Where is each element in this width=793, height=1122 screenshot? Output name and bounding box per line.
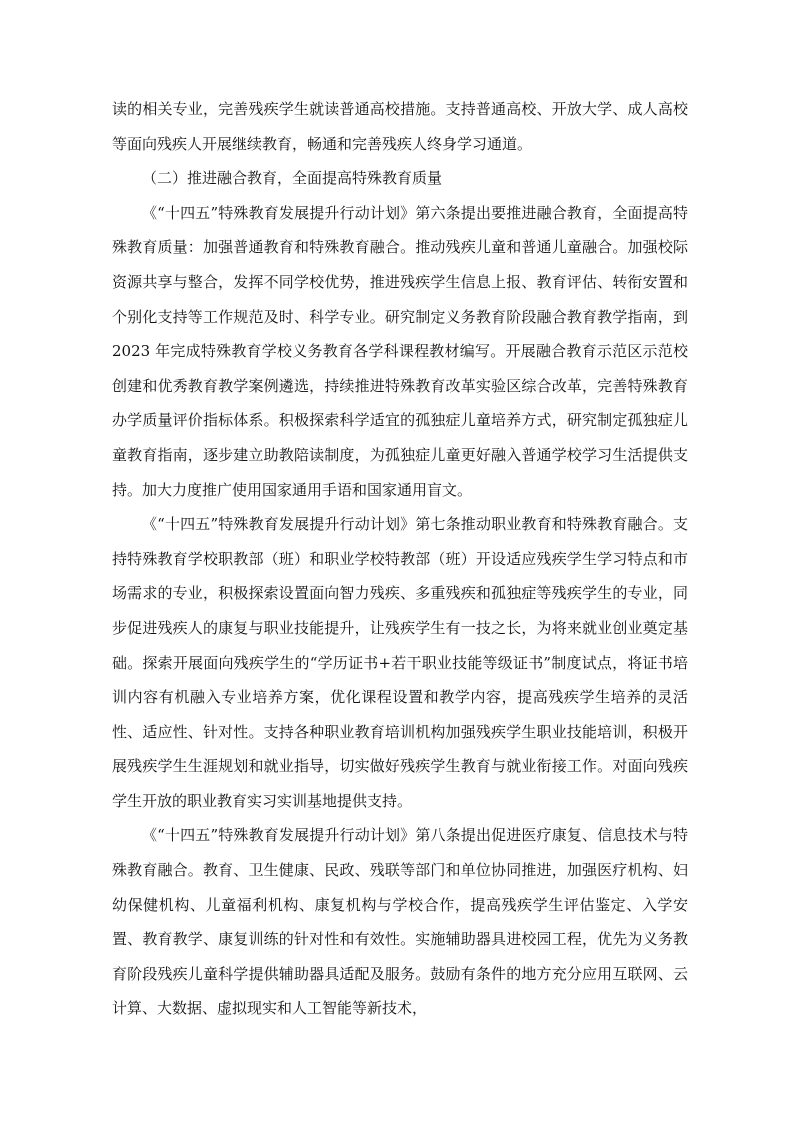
section-heading: （二）推进融合教育，全面提高特殊教育质量 bbox=[142, 169, 443, 188]
document-page bbox=[112, 92, 688, 1026]
paragraph-article-7: 《“十四五”特殊教育发展提升行动计划》第七条推动职业教育和特殊教育融合。支持特殊教育学校职教部（班）和职业学校特教部（班）开设适应残疾学生学习特点和市场需求的专业，积极探索设置面向智力残疾、多重残疾和孤独症等残疾学生的专业，同步促进残疾人的康复与职业技能提升，让残疾学生有一技之长，为将来就业创业奠定基础。探索开展面向残疾学生的“学历证书+若干职业技能等级证书”制度试点，将证书培训内容有机融入专业培养方案，优化课程设置和教学内容，提高残疾学生培养的灵活性、适应性、针对性。支持各种职业教育培训机构加强残疾学生职业技能培训，积极开展残疾学生生涯规划和就业指导，切实做好残疾学生教育与就业衔接工作。对面向残疾学生开放的职业教育实习实训基地提供支持。 bbox=[112, 515, 688, 810]
paragraph-article-8: 《“十四五”特殊教育发展提升行动计划》第八条提出促进医疗康复、信息技术与特殊教育融合。教育、卫生健康、民政、残联等部门和单位协同推进，加强医疗机构、妇幼保健机构、儿童福利机构、康复机构与学校合作，提高残疾学生评估鉴定、入学安置、教育教学、康复训练的针对性和有效性。实施辅助器具进校园工程，优先为义务教育阶段残疾儿童科学提供辅助器具适配及服务。鼓励有条件的地方充分应用互联网、云计算、大数据、虚拟现实和人工智能等新技术， bbox=[112, 826, 688, 1018]
paragraph-article-6: 《“十四五”特殊教育发展提升行动计划》第六条提出要推进融合教育，全面提高特殊教育质量：加强普通教育和特殊教育融合。推动残疾儿童和普通儿童融合。加强校际资源共享与整合，发挥不同学校优势，推进残疾学生信息上报、教育评估、转衔安置和个别化支持等工作规范及时、科学专业。研究制定义务教育阶段融合教育教学指南，到 2023 年完成特殊教育学校义务教育各学科课程教材编写。开展融合教育示范区示范校创建和优秀教育教学案例遴选，持续推进特殊教育改革实验区综合改革，完善特殊教育办学质量评价指标体系。积极探索科学适宜的孤独症儿童培养方式，研究制定孤独症儿童教育指南，逐步建立助教陪读制度，为孤独症儿童更好融入普通学校学习生活提供支持。加大力度推广使用国家通用手语和国家通用盲文。 bbox=[112, 203, 688, 499]
paragraph-continuation: 读的相关专业，完善残疾学生就读普通高校措施。支持普通高校、开放大学、成人高校等面向残疾人开展继续教育，畅通和完善残疾人终身学习通道。 bbox=[112, 100, 688, 153]
